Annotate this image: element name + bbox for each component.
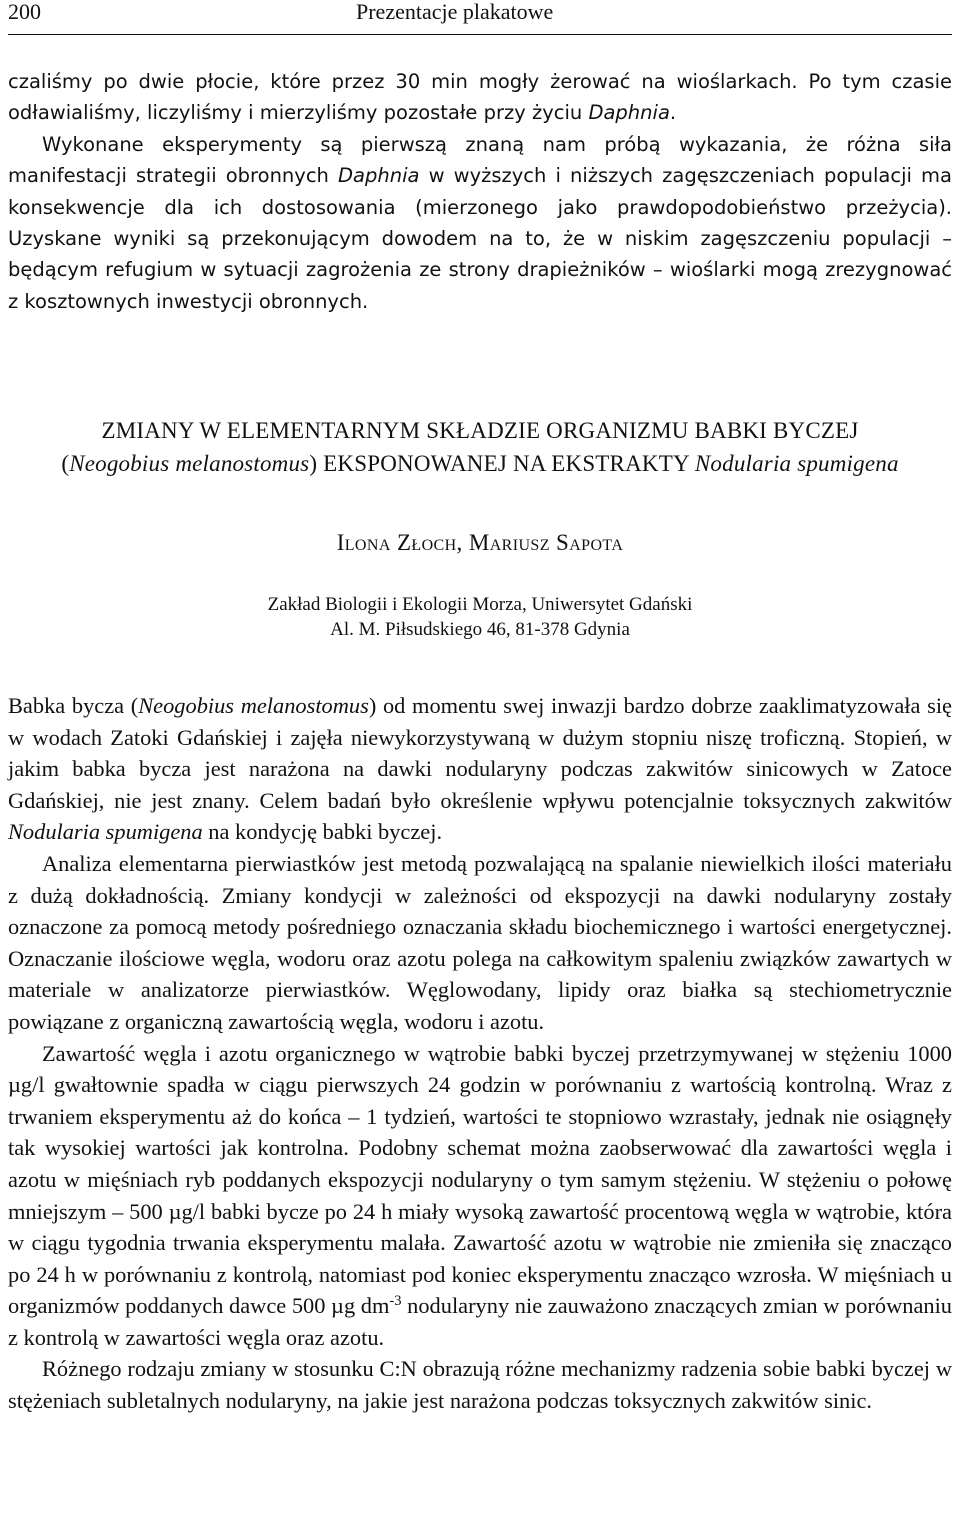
body-paragraph-2: Analiza elementarna pierwiastków jest metodą pozwalającą na spalanie niewielkich ilości materiału z dużą dokładnością. Zmiany kondycji w zależności od ekspozycji na dawki nodularyny zostały oznaczone za pomocą metody pośredniego oznaczania składu biochemicznego i wartości energetycznej. Oznaczanie ilościowe węgla, wodoru oraz azotu polega na całkowitym spaleniu związków zawartych w materiale w analizatorze pierwiastków. Węglowodany, lipidy oraz białka są stechiometrycznie powiązane z organiczną zawartością węgla, wodoru i azotu. — [8, 850, 952, 1034]
page-header — [8, 0, 952, 35]
previous-article-ending — [8, 66, 952, 317]
article-authors: Ilona Złoch, Mariusz Sapota — [336, 530, 624, 555]
previous-paragraph-2: Wykonane eksperymenty są pierwszą znaną nam próbą wykazania, że różna siła manifestacji strategii obronnych Daphnia w wyższych i niższych zagęszczeniach populacji ma konsekwencje dla ich dostosowania (mierzonego jako prawdopodobieństwo przeżycia). Uzyskane wyniki są przekonującym dowodem na to, że w niskim zagęszczeniu populacji – będącym refugium w sytuacji zagrożenia ze strony drapieżników – wioślarki mogą zrezygnować z kosztownych inwestycji obronnych. — [8, 132, 952, 313]
species-name: Daphnia — [588, 101, 670, 125]
body-paragraph-4: Różnego rodzaju zmiany w stosunku C:N obrazują różne mechanizmy radzenia sobie babki byczej w stężeniach subletalnych nodularyny, na jakie jest narażona podczas toksycznych zakwitów sinic. — [8, 1356, 952, 1414]
article-title — [8, 414, 952, 480]
body-paragraph-1: Babka bycza (Neogobius melanostomus) od momentu swej inwazji bardzo dobrze zaaklimatyzowała się w wodach Zatoki Gdańskiej i zajęła niewykorzystywaną w dużym stopniu niszę troficzną. Stopień, w jakim babka bycza jest narażona na dawki nodularyny podczas zakwitów sinicowych w Zatoce Gdańskiej, nie jest znany. Celem badań było określenie wpływu potencjalnie toksycznych zakwitów Nodularia spumigena na kondycję babki byczej. — [8, 693, 952, 845]
toxin-organism-name: Nodularia spumigena — [694, 451, 899, 476]
page-number: 200 — [8, 0, 41, 24]
species-name: Daphnia — [338, 164, 420, 188]
previous-paragraph-1: czaliśmy po dwie płocie, które przez 30 min mogły żerować na wioślarkach. Po tym czasie odławialiśmy, liczyliśmy i mierzyliśmy pozostałe przy życiu Daphnia. — [8, 70, 952, 125]
species-name: Neogobius melanostomus — [69, 451, 310, 476]
article-title-line-1: ZMIANY W ELEMENTARNYM SKŁADZIE ORGANIZMU BABKI BYCZEJ — [101, 418, 859, 443]
running-title: Prezentacje plakatowe — [356, 0, 554, 24]
toxin-organism-name: Nodularia spumigena — [8, 819, 203, 845]
superscript-exponent: -3 — [389, 1293, 402, 1310]
affiliation-address: Al. M. Piłsudskiego 46, 81-378 Gdynia — [330, 619, 630, 640]
article-body — [8, 690, 952, 1417]
body-paragraph-3: Zawartość węgla i azotu organicznego w wątrobie babki byczej przetrzymywanej w stężeniu 1000 µg/l gwałtownie spadła w ciągu pierwszych 24 godzin w porównaniu z wartością kontrolną. Wraz z trwaniem eksperymentu aż do końca – 1 tydzień, wartości te stopniowo wzrastały, jednak nie osiągnęły tak wysokiej wartości jak kontrolna. Podobny schemat można zaobserwować dla zawartości węgla i azotu w mięśniach ryb poddanych ekspozycji nodularyny o tym samym stężeniu. W stężeniu o połowę mniejszym – 500 µg/l babki bycze po 24 h miały wysoką zawartość procentową węgla w wątrobie, która w ciągu tygodnia trwania eksperymentu malała. Zawartość azotu w wątrobie nie zmieniła się znacząco po 24 h w porównaniu z kontrolą, natomiast pod koniec eksperymentu znacząco wzrosła. W mięśniach u organizmów poddanych dawce 500 µg $dm^{-3}$ nodularyny nie zauważono znaczących zmian w porównaniu z kontrolą w zawartości węgla oraz azotu. — [8, 1040, 952, 1350]
affiliation-institution: Zakład Biologii i Ekologii Morza, Uniwersytet Gdański — [267, 594, 693, 615]
species-name: Neogobius melanostomus — [138, 693, 369, 718]
article-title-line-2: (Neogobius melanostomus) EKSPONOWANEJ NA EKSTRAKTY Nodularia spumigena — [61, 451, 899, 476]
author-affiliation — [8, 592, 952, 642]
